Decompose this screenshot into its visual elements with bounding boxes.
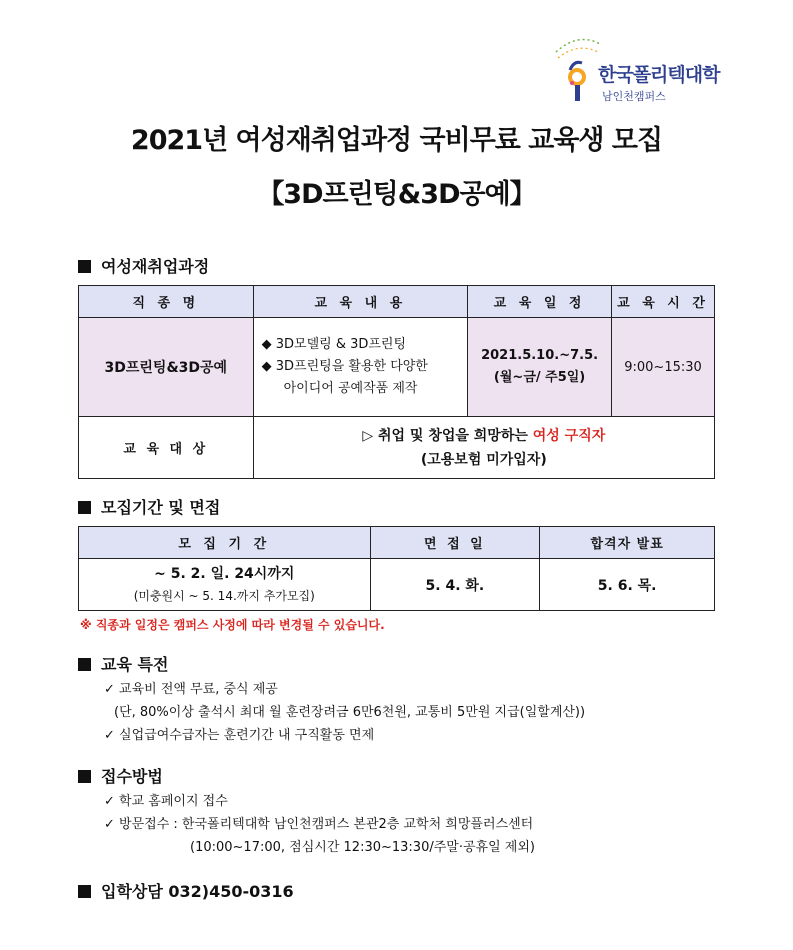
- course-name: 3D프린팅&3D공예: [79, 318, 254, 417]
- list-item: (단, 80%이상 출석시 최대 월 훈련장려금 6만6천원, 교통비 5만원 지급(일할계산)): [114, 705, 586, 720]
- section-heading-recruitment: 모집기간 및 면접: [78, 495, 220, 518]
- square-bullet-icon: [78, 885, 91, 898]
- course-time: 9:00~15:30: [612, 318, 715, 417]
- recruitment-table: [78, 526, 715, 611]
- benefits-list: [104, 678, 585, 747]
- column-header: 교 육 시 간: [612, 286, 715, 318]
- campus-name: 남인천캠퍼스: [602, 90, 666, 103]
- list-item: ✓ 방문접수 : 한국폴리텍대학 남인천캠퍼스 본관2층 교학처 희망플러스센터: [104, 817, 534, 832]
- target-value: ▷ 취업 및 창업을 희망하는 여성 구직자 (고용보험 미가입자): [253, 417, 714, 479]
- list-item: ✓ 학교 홈페이지 접수: [104, 794, 228, 809]
- list-item: (10:00~17:00, 점심시간 12:30~13:30/주말·공휴일 제외): [190, 840, 535, 855]
- schedule-notice: ※ 직종과 일정은 캠퍼스 사정에 따라 변경될 수 있습니다.: [80, 618, 385, 632]
- square-bullet-icon: [78, 260, 91, 273]
- recruitment-period: ~ 5. 2. 일. 24시까지 (미충원시 ~ 5. 14.까지 추가모집): [79, 559, 371, 611]
- course-schedule: 2021.5.10.~7.5. (월~금/ 주5일): [468, 318, 612, 417]
- section-heading-benefits: 교육 특전: [78, 652, 168, 675]
- column-header: 교 육 내 용: [253, 286, 468, 318]
- page-title: 2021년 여성재취업과정 국비무료 교육생 모집: [130, 125, 663, 156]
- column-header: 교 육 일 정: [468, 286, 612, 318]
- list-item: ✓ 교육비 전액 무료, 중식 제공: [104, 682, 278, 697]
- college-name: 한국폴리텍대학: [598, 64, 720, 86]
- course-content: ◆ 3D모델링 & 3D프린팅 ◆ 3D프린팅을 활용한 다양한 아이디어 공예작품 제작: [253, 318, 468, 417]
- target-label: 교 육 대 상: [79, 417, 254, 479]
- course-table: [78, 285, 715, 479]
- column-header: 면 접 일: [370, 527, 540, 559]
- column-header: 직 종 명: [79, 286, 254, 318]
- column-header: 모 집 기 간: [79, 527, 371, 559]
- section-heading-application: 접수방법: [78, 764, 163, 787]
- section-heading-course: 여성재취업과정: [78, 254, 209, 277]
- contact-heading: 입학상담 032)450-0316: [78, 879, 294, 902]
- square-bullet-icon: [78, 501, 91, 514]
- list-item: ✓ 실업급여수급자는 훈련기간 내 구직활동 면제: [104, 728, 375, 743]
- announcement-date: 5. 6. 목.: [540, 559, 715, 611]
- college-logo: [548, 30, 738, 110]
- square-bullet-icon: [78, 770, 91, 783]
- square-bullet-icon: [78, 658, 91, 671]
- application-list: [104, 790, 535, 859]
- page-subtitle: 【3D프린팅&3D공예】: [257, 179, 536, 210]
- column-header: 합격자 발표: [540, 527, 715, 559]
- interview-date: 5. 4. 화.: [370, 559, 540, 611]
